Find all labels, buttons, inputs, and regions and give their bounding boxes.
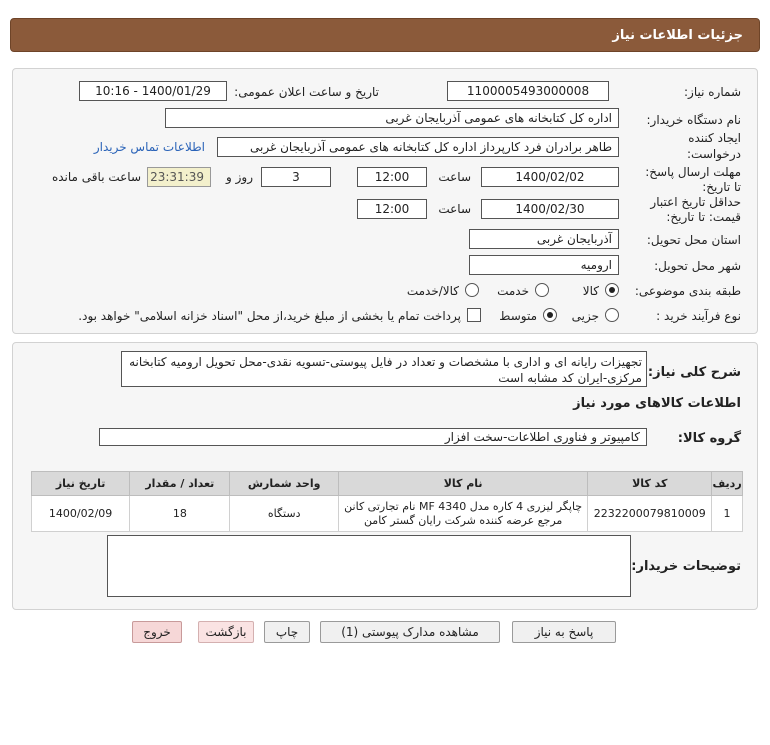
buyer-org-label: نام دستگاه خریدار: — [646, 113, 741, 127]
validity-time-label: ساعت — [438, 202, 471, 216]
process-radio-medium[interactable] — [543, 308, 557, 322]
need-details-panel — [12, 342, 758, 610]
city-label: شهر محل تحویل: — [654, 259, 741, 273]
category-radio-goods[interactable] — [605, 283, 619, 297]
province-label: استان محل تحویل: — [646, 233, 741, 247]
page-title: جزئیات اطلاعات نیاز — [612, 28, 743, 43]
treasury-payment-checkbox[interactable] — [467, 308, 481, 322]
process-radio-minor[interactable] — [605, 308, 619, 322]
creator-label-1: ایجاد کننده — [688, 131, 741, 145]
validity-date-field: 1400/02/30 — [481, 199, 619, 219]
cell-date: 1400/02/09 — [32, 496, 130, 532]
process-option-medium: متوسط — [499, 309, 537, 323]
col-name: نام کالا — [338, 472, 588, 496]
page-header — [10, 18, 760, 52]
days-field: 3 — [261, 167, 331, 187]
city-field: ارومیه — [469, 255, 619, 275]
print-button[interactable]: چاپ — [264, 621, 310, 643]
province-field: آذربایجان غربی — [469, 229, 619, 249]
remaining-label: ساعت باقی مانده — [51, 170, 141, 184]
validity-time-field: 12:00 — [357, 199, 427, 219]
description-field: تجهیزات رایانه ای و اداری با مشخصات و تعداد در فایل پیوستی-تسویه نقدی-محل تحویل ارومیه کتابخانه مرکزی-ایران کد مشابه است — [121, 351, 647, 387]
deadline-time-field: 12:00 — [357, 167, 427, 187]
cell-code: 2232200079810009 — [588, 496, 712, 532]
attachments-button[interactable]: مشاهده مدارک پیوستی (1) — [320, 621, 500, 643]
process-option-minor: جزیی — [571, 309, 599, 323]
announce-label: تاریخ و ساعت اعلان عمومی: — [234, 85, 379, 99]
goods-table — [31, 471, 743, 532]
deadline-date-field: 1400/02/02 — [481, 167, 619, 187]
buyer-notes-label: توضیحات خریدار: — [631, 559, 741, 574]
col-row: ردیف — [712, 472, 743, 496]
creator-label-2: درخواست: — [687, 147, 741, 161]
buyer-notes-field — [107, 535, 631, 597]
need-number-field: 1100005493000008 — [447, 81, 609, 101]
description-label: شرح کلی نیاز: — [647, 365, 741, 380]
exit-button[interactable]: خروج — [132, 621, 182, 643]
creator-field: طاهر برادران فرد کارپرداز اداره کل کتابخانه های عمومی آذربایجان غربی — [217, 137, 619, 157]
buyer-org-field: اداره کل کتابخانه های عمومی آذربایجان غربی — [165, 108, 619, 128]
validity-label-1: حداقل تاریخ اعتبار — [650, 195, 741, 209]
remaining-timer: 23:31:39 — [147, 167, 211, 187]
goods-group-field: کامپیوتر و فناوری اطلاعات-سخت افزار — [99, 428, 647, 446]
category-option-goods: کالا — [582, 284, 599, 298]
col-code: کد کالا — [588, 472, 712, 496]
back-button[interactable]: بازگشت — [198, 621, 254, 643]
deadline-label-1: مهلت ارسال پاسخ: — [645, 165, 741, 179]
col-unit: واحد شمارش — [230, 472, 338, 496]
days-label: روز و — [226, 170, 253, 184]
cell-unit: دستگاه — [230, 496, 338, 532]
deadline-time-label: ساعت — [438, 170, 471, 184]
goods-info-title: اطلاعات کالاهای مورد نیاز — [573, 396, 741, 411]
reply-button[interactable]: پاسخ به نیاز — [512, 621, 616, 643]
col-date: تاریخ نیاز — [32, 472, 130, 496]
need-info-panel — [12, 68, 758, 334]
category-radio-both[interactable] — [465, 283, 479, 297]
need-number-label: شماره نیاز: — [684, 85, 741, 99]
table-row — [32, 496, 743, 532]
category-option-both: کالا/خدمت — [406, 284, 459, 298]
validity-label-2: قیمت: تا تاریخ: — [666, 210, 741, 224]
col-qty: تعداد / مقدار — [130, 472, 230, 496]
goods-group-label: گروه کالا: — [677, 431, 741, 446]
cell-row: 1 — [712, 496, 743, 532]
buyer-contact-link[interactable]: اطلاعات تماس خریدار — [93, 140, 205, 154]
category-label: طبقه بندی موضوعی: — [634, 284, 741, 298]
deadline-label-2: تا تاریخ: — [702, 180, 741, 194]
cell-name: چاپگر لیزری 4 کاره مدل MF 4340 نام تجارتی کانن مرجع عرضه کننده شرکت رایان گستر کامن — [338, 496, 588, 532]
cell-qty: 18 — [130, 496, 230, 532]
category-option-service: خدمت — [497, 284, 529, 298]
announce-field: 1400/01/29 - 10:16 — [79, 81, 227, 101]
process-label: نوع فرآیند خرید : — [656, 309, 741, 323]
category-radio-service[interactable] — [535, 283, 549, 297]
treasury-payment-note: پرداخت تمام یا بخشی از مبلغ خرید،از محل "اسناد خزانه اسلامی" خواهد بود. — [78, 309, 461, 323]
